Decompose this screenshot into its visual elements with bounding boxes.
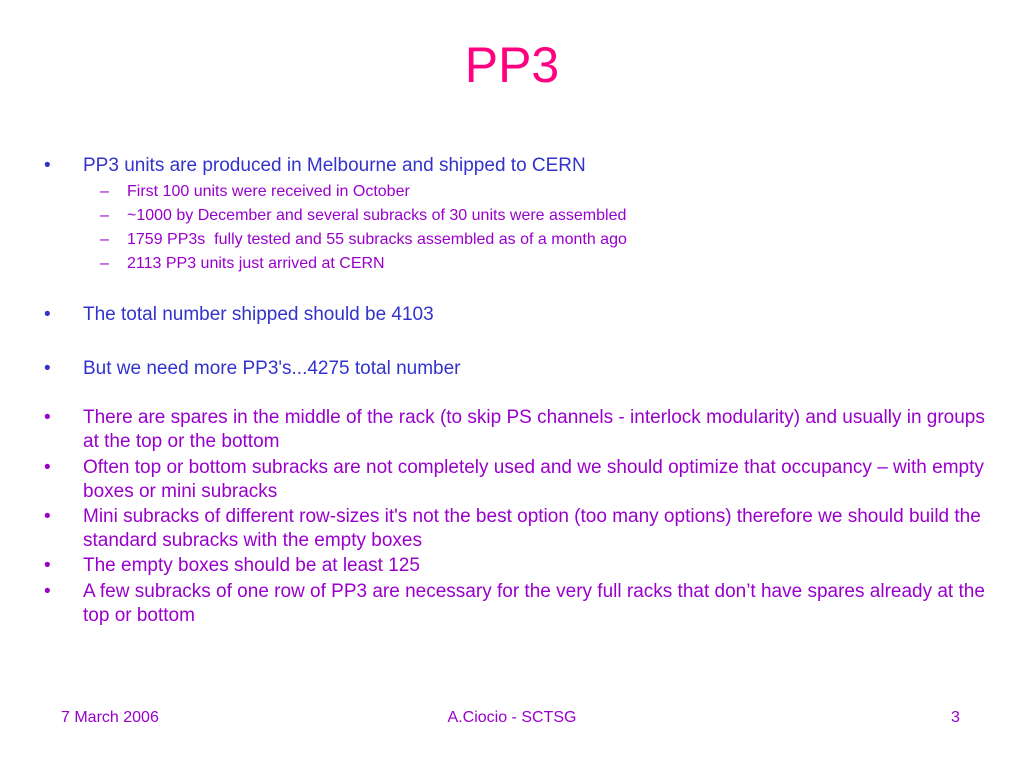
- bullet-text: Mini subracks of different row-sizes it's not the best option (too many options) therefore we should build the standard subracks with the empty boxes: [83, 506, 981, 551]
- footer-page-number: 3: [951, 709, 960, 726]
- footer-author: A.Ciocio - SCTSG: [447, 709, 577, 726]
- bullet-text: PP3 units are produced in Melbourne and shipped to CERN: [83, 155, 586, 176]
- bullet-marker: •: [44, 555, 51, 576]
- bullet-item: [44, 505, 1004, 553]
- bullet-marker: •: [44, 155, 51, 176]
- bullet-text: But we need more PP3's...4275 total number: [83, 358, 461, 379]
- footer-date: 7 March 2006: [61, 709, 159, 726]
- sub-bullet-text: ~1000 by December and several subracks of 30 units were assembled: [127, 207, 627, 224]
- sub-bullet-marker: –: [100, 183, 109, 200]
- bullet-item: [44, 580, 1004, 628]
- bullet-marker: •: [44, 457, 51, 478]
- bullet-item: [44, 303, 1004, 327]
- bullet-item: [44, 406, 1004, 454]
- bullet-marker: •: [44, 407, 51, 428]
- bullet-item: [44, 154, 1004, 178]
- sub-bullet-text: First 100 units were received in October: [127, 183, 410, 200]
- bullet-marker: •: [44, 581, 51, 602]
- bullet-marker: •: [44, 506, 51, 527]
- sub-bullet-item: [100, 181, 1000, 203]
- sub-bullet-marker: –: [100, 207, 109, 224]
- slide-title: PP3: [464, 37, 560, 93]
- bullet-text: There are spares in the middle of the rack (to skip PS channels - interlock modularity) and usually in groups at the top or the bottom: [83, 407, 985, 452]
- bullet-text: The total number shipped should be 4103: [83, 304, 434, 325]
- bullet-item: [44, 456, 1004, 504]
- sub-bullet-marker: –: [100, 231, 109, 248]
- bullet-text: Often top or bottom subracks are not completely used and we should optimize that occupancy – with empty boxes or mini subracks: [83, 457, 984, 502]
- bullet-marker: •: [44, 358, 51, 379]
- bullet-text: The empty boxes should be at least 125: [83, 555, 420, 576]
- sub-bullet-item: [100, 229, 1000, 251]
- bullet-item: [44, 357, 1004, 381]
- bullet-marker: •: [44, 304, 51, 325]
- bullet-text: A few subracks of one row of PP3 are necessary for the very full racks that don’t have spares already at the top or bottom: [83, 581, 985, 626]
- sub-bullet-marker: –: [100, 255, 109, 272]
- bullet-item: [44, 554, 1004, 578]
- sub-bullet-item: [100, 253, 1000, 275]
- sub-bullet-item: [100, 205, 1000, 227]
- sub-bullet-text: 1759 PP3s fully tested and 55 subracks assembled as of a month ago: [127, 231, 627, 248]
- sub-bullet-text: 2113 PP3 units just arrived at CERN: [127, 255, 385, 272]
